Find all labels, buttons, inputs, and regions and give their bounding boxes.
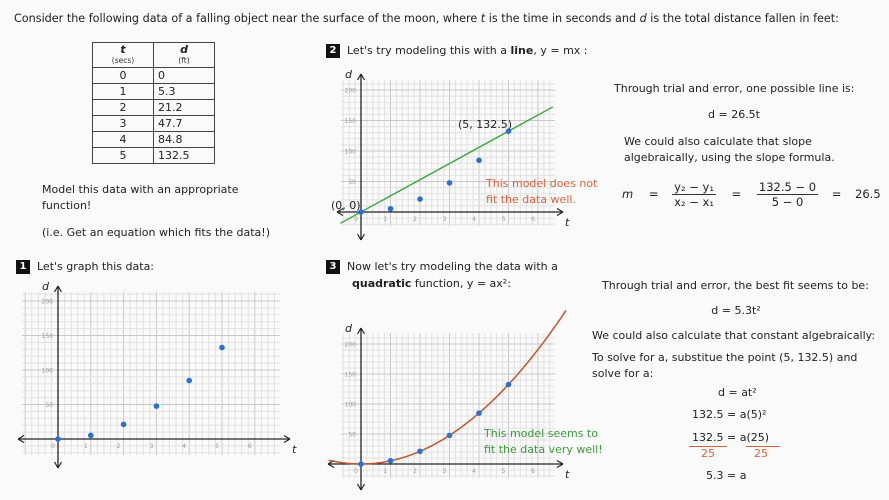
data-point	[358, 461, 364, 467]
x-tick-label: 1	[83, 443, 88, 450]
endpoint-label: (5, 132.5)	[458, 118, 513, 131]
cell-t: 4	[93, 132, 154, 148]
data-point	[417, 448, 423, 454]
divisor-right: 25	[754, 447, 768, 460]
cell-d: 132.5	[154, 148, 215, 164]
step3-heading: 3 Now let's try modeling the data with a	[326, 259, 558, 275]
x-tick-label: 1	[383, 216, 388, 223]
solve-instruction: To solve for a, substitue the point (5, 132.5) and solve for a:	[592, 351, 858, 380]
step3-badge: 3	[326, 260, 340, 274]
y-tick-label: 150	[344, 118, 356, 125]
solve-step-2: 132.5 = a(5)²	[692, 408, 767, 421]
y-tick-label: 200	[41, 298, 53, 306]
data-point	[506, 382, 512, 388]
y-tick-label: 200	[344, 341, 356, 349]
d-header: d (ft)	[154, 43, 215, 68]
linear-equation: d = 26.5t	[708, 108, 760, 121]
step3-heading-line2: quadratic function, y = ax²:	[352, 277, 511, 290]
cell-d: 0	[154, 68, 215, 84]
d-axis-label: d	[345, 68, 352, 81]
y-tick-label: 200	[344, 87, 356, 95]
slope-frac-numeric: $\frac{132.5 - 0}{5 - 0}$	[758, 180, 817, 209]
model-hint: (i.e. Get an equation which fits the data!)	[42, 226, 270, 239]
quadratic-equation: d = 5.3t²	[711, 304, 761, 317]
model-instruction: Model this data with an appropriate function!	[42, 183, 239, 212]
cell-t: 3	[93, 116, 154, 132]
x-tick-label: 2	[413, 468, 417, 475]
y-tick-label: 50	[348, 431, 356, 439]
cell-t: 5	[93, 148, 154, 164]
solve-step-3: 132.5 = a(25)	[692, 431, 770, 444]
x-tick-label: 4	[472, 216, 476, 223]
cell-d: 47.7	[154, 116, 215, 132]
x-tick-label: 4	[472, 468, 476, 475]
data-point	[388, 458, 394, 464]
solve-step-1: d = at²	[718, 386, 757, 399]
x-tick-label: 6	[531, 468, 535, 475]
linear-warning: This model does not fit the data well.	[486, 177, 598, 206]
t-header: t (secs)	[93, 43, 154, 68]
solve-step-4: 5.3 = a	[706, 469, 747, 482]
x-tick-label: 0	[51, 443, 55, 450]
t-axis-label: t	[292, 443, 297, 456]
cell-d: 84.8	[154, 132, 215, 148]
x-tick-label: 1	[383, 468, 388, 475]
x-tick-label: 0	[354, 216, 358, 223]
x-tick-label: 3	[149, 443, 154, 450]
x-tick-label: 4	[182, 443, 187, 450]
x-tick-label: 5	[501, 468, 506, 475]
data-point	[476, 410, 482, 416]
x-tick-label: 3	[442, 216, 447, 223]
y-tick-label: 50	[348, 179, 356, 186]
quadratic-intro: Through trial and error, the best fit seems to be:	[602, 279, 869, 292]
cell-d: 21.2	[154, 100, 215, 116]
divisor-left: 25	[701, 447, 715, 460]
cell-t: 2	[93, 100, 154, 116]
x-tick-label: 6	[247, 443, 252, 450]
x-tick-label: 5	[501, 216, 506, 223]
y-tick-label: 100	[41, 367, 53, 375]
x-tick-label: 0	[354, 468, 358, 475]
t-axis-label: t	[565, 468, 570, 481]
cell-t: 1	[93, 84, 154, 100]
d-axis-label: d	[42, 280, 49, 293]
d-axis-label: d	[345, 322, 352, 335]
quadratic-good-fit: This model seems to fit the data very well!	[484, 427, 603, 456]
step2-heading: 2 Let's try modeling this with a line, y = mx :	[326, 43, 588, 59]
y-tick-label: 100	[344, 401, 356, 409]
t-axis-label: t	[565, 216, 570, 229]
intro-text: Consider the following data of a falling object near the surface of the moon, where t is the time in seconds and d is the total distance fallen in feet:	[14, 12, 839, 25]
origin-point-label: (0, 0)	[331, 199, 361, 212]
constant-calc-text: We could also calculate that constant algebraically:	[592, 329, 876, 342]
x-tick-label: 6	[531, 216, 535, 223]
step1-badge: 1	[16, 260, 30, 274]
slope-formula: m = $\frac{\text{y₂ − y₁}}{\text{x₂ − x₁}}$ = $\frac{132.5 - 0}{5 - 0}$ = 26.5	[622, 180, 881, 209]
step2-badge: 2	[326, 44, 340, 58]
slope-frac-symbolic: $\frac{\text{y₂ − y₁}}{\text{x₂ − x₁}}$	[674, 180, 714, 209]
y-tick-label: 150	[41, 333, 53, 340]
x-tick-label: 2	[116, 443, 121, 450]
x-tick-label: 2	[413, 216, 417, 223]
cell-d: 5.3	[154, 84, 215, 100]
y-tick-label: 150	[344, 371, 356, 379]
slope-calc-text: We could also calculate that slope algebraically, using the slope formula.	[624, 135, 835, 164]
step1-heading: 1 Let's graph this data:	[16, 259, 154, 275]
x-tick-label: 3	[442, 468, 447, 475]
x-tick-label: 5	[215, 443, 219, 450]
y-tick-label: 100	[344, 148, 356, 156]
y-tick-label: 50	[45, 402, 53, 409]
cell-t: 0	[93, 68, 154, 84]
linear-intro: Through trial and error, one possible line is:	[614, 82, 855, 95]
data-point	[447, 433, 453, 439]
